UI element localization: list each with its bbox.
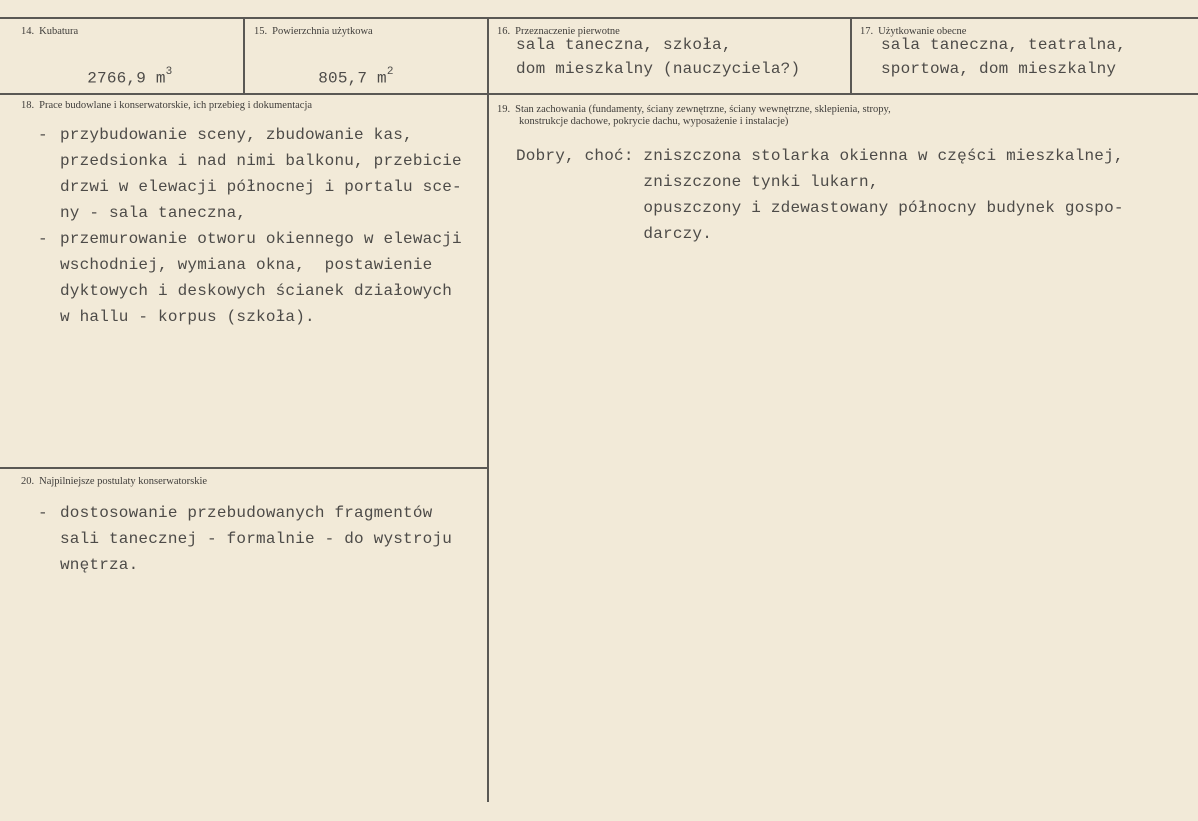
top-rule <box>0 17 1198 19</box>
field-20-title: Najpilniejsze postulaty konserwatorskie <box>39 476 208 487</box>
field-18-title: Prace budowlane i konserwatorskie, ich przebieg i dokumentacja <box>39 100 313 111</box>
divider-14-15 <box>243 17 245 94</box>
field-14-label <box>21 26 78 37</box>
field-15-value <box>279 50 394 105</box>
field-15-title: Powierzchnia użytkowa <box>272 26 373 37</box>
works-line-2: przedsionka i nad nimi balkonu, przebicie <box>60 152 462 170</box>
works-line-1: przybudowanie sceny, zbudowanie kas, <box>60 126 413 144</box>
field-19-number: 19. <box>497 104 511 115</box>
usable-area-value: 805,7 m <box>318 69 387 88</box>
divider-18-20 <box>0 467 488 469</box>
original-purpose-line-1: sala taneczna, szkoła, <box>516 36 732 54</box>
cubature-unit-exponent: 3 <box>165 66 173 78</box>
divider-main <box>487 94 489 802</box>
current-use-line-2: sportowa, dom mieszkalny <box>881 60 1117 78</box>
works-line-3: drzwi w elewacji północnej i portalu sce- <box>60 178 462 196</box>
works-line-4: ny - sala taneczna, <box>60 204 247 222</box>
original-purpose-line-2: dom mieszkalny (nauczyciela?) <box>516 60 801 78</box>
works-line-7: dyktowych i deskowych ścianek działowych <box>60 282 453 300</box>
divider-16-17 <box>850 17 852 94</box>
works-line-8: w hallu - korpus (szkoła). <box>60 308 315 326</box>
field-14-value <box>48 50 172 105</box>
field-18-label <box>21 100 312 111</box>
postulates-line-3: wnętrza. <box>60 556 139 574</box>
works-bullet-1: - <box>38 126 48 144</box>
field-17-title: Użytkowanie obecne <box>878 26 967 37</box>
postulates-line-1: dostosowanie przebudowanych fragmentów <box>60 504 433 522</box>
usable-area-unit-exponent: 2 <box>386 66 394 78</box>
field-20-label <box>21 476 207 487</box>
field-20-number: 20. <box>21 476 35 487</box>
works-line-6: wschodniej, wymiana okna, postawienie <box>60 256 433 274</box>
field-17-number: 17. <box>860 26 874 37</box>
condition-line-4: darczy. <box>516 225 713 243</box>
condition-line-2: zniszczone tynki lukarn, <box>516 173 879 191</box>
postulates-bullet-1: - <box>38 504 48 522</box>
cubature-value: 2766,9 m <box>87 69 166 88</box>
postulates-line-2: sali tanecznej - formalnie - do wystroju <box>60 530 453 548</box>
field-16-number: 16. <box>497 26 511 37</box>
field-19-title: Stan zachowania (fundamenty, ściany zewnętrzne, ściany wewnętrzne, sklepienia, stropy, <box>515 104 891 115</box>
field-14-number: 14. <box>21 26 35 37</box>
works-bullet-2: - <box>38 230 48 248</box>
condition-line-1: Dobry, choć: zniszczona stolarka okienna w części mieszkalnej, <box>516 147 1124 165</box>
field-19-label-cont: konstrukcje dachowe, pokrycie dachu, wyposażenie i instalacje) <box>519 116 789 127</box>
condition-line-3: opuszczony i zdewastowany północny budynek gospo- <box>516 199 1124 217</box>
field-16-title: Przeznaczenie pierwotne <box>515 26 620 37</box>
works-line-5: przemurowanie otworu okiennego w elewacji <box>60 230 462 248</box>
field-14-title: Kubatura <box>39 26 79 37</box>
header-bottom-rule <box>0 93 1198 95</box>
field-15-label <box>254 26 373 37</box>
current-use-line-1: sala taneczna, teatralna, <box>881 36 1127 54</box>
field-19-label <box>497 104 891 115</box>
divider-15-16 <box>487 17 489 94</box>
field-18-number: 18. <box>21 100 35 111</box>
field-15-number: 15. <box>254 26 268 37</box>
